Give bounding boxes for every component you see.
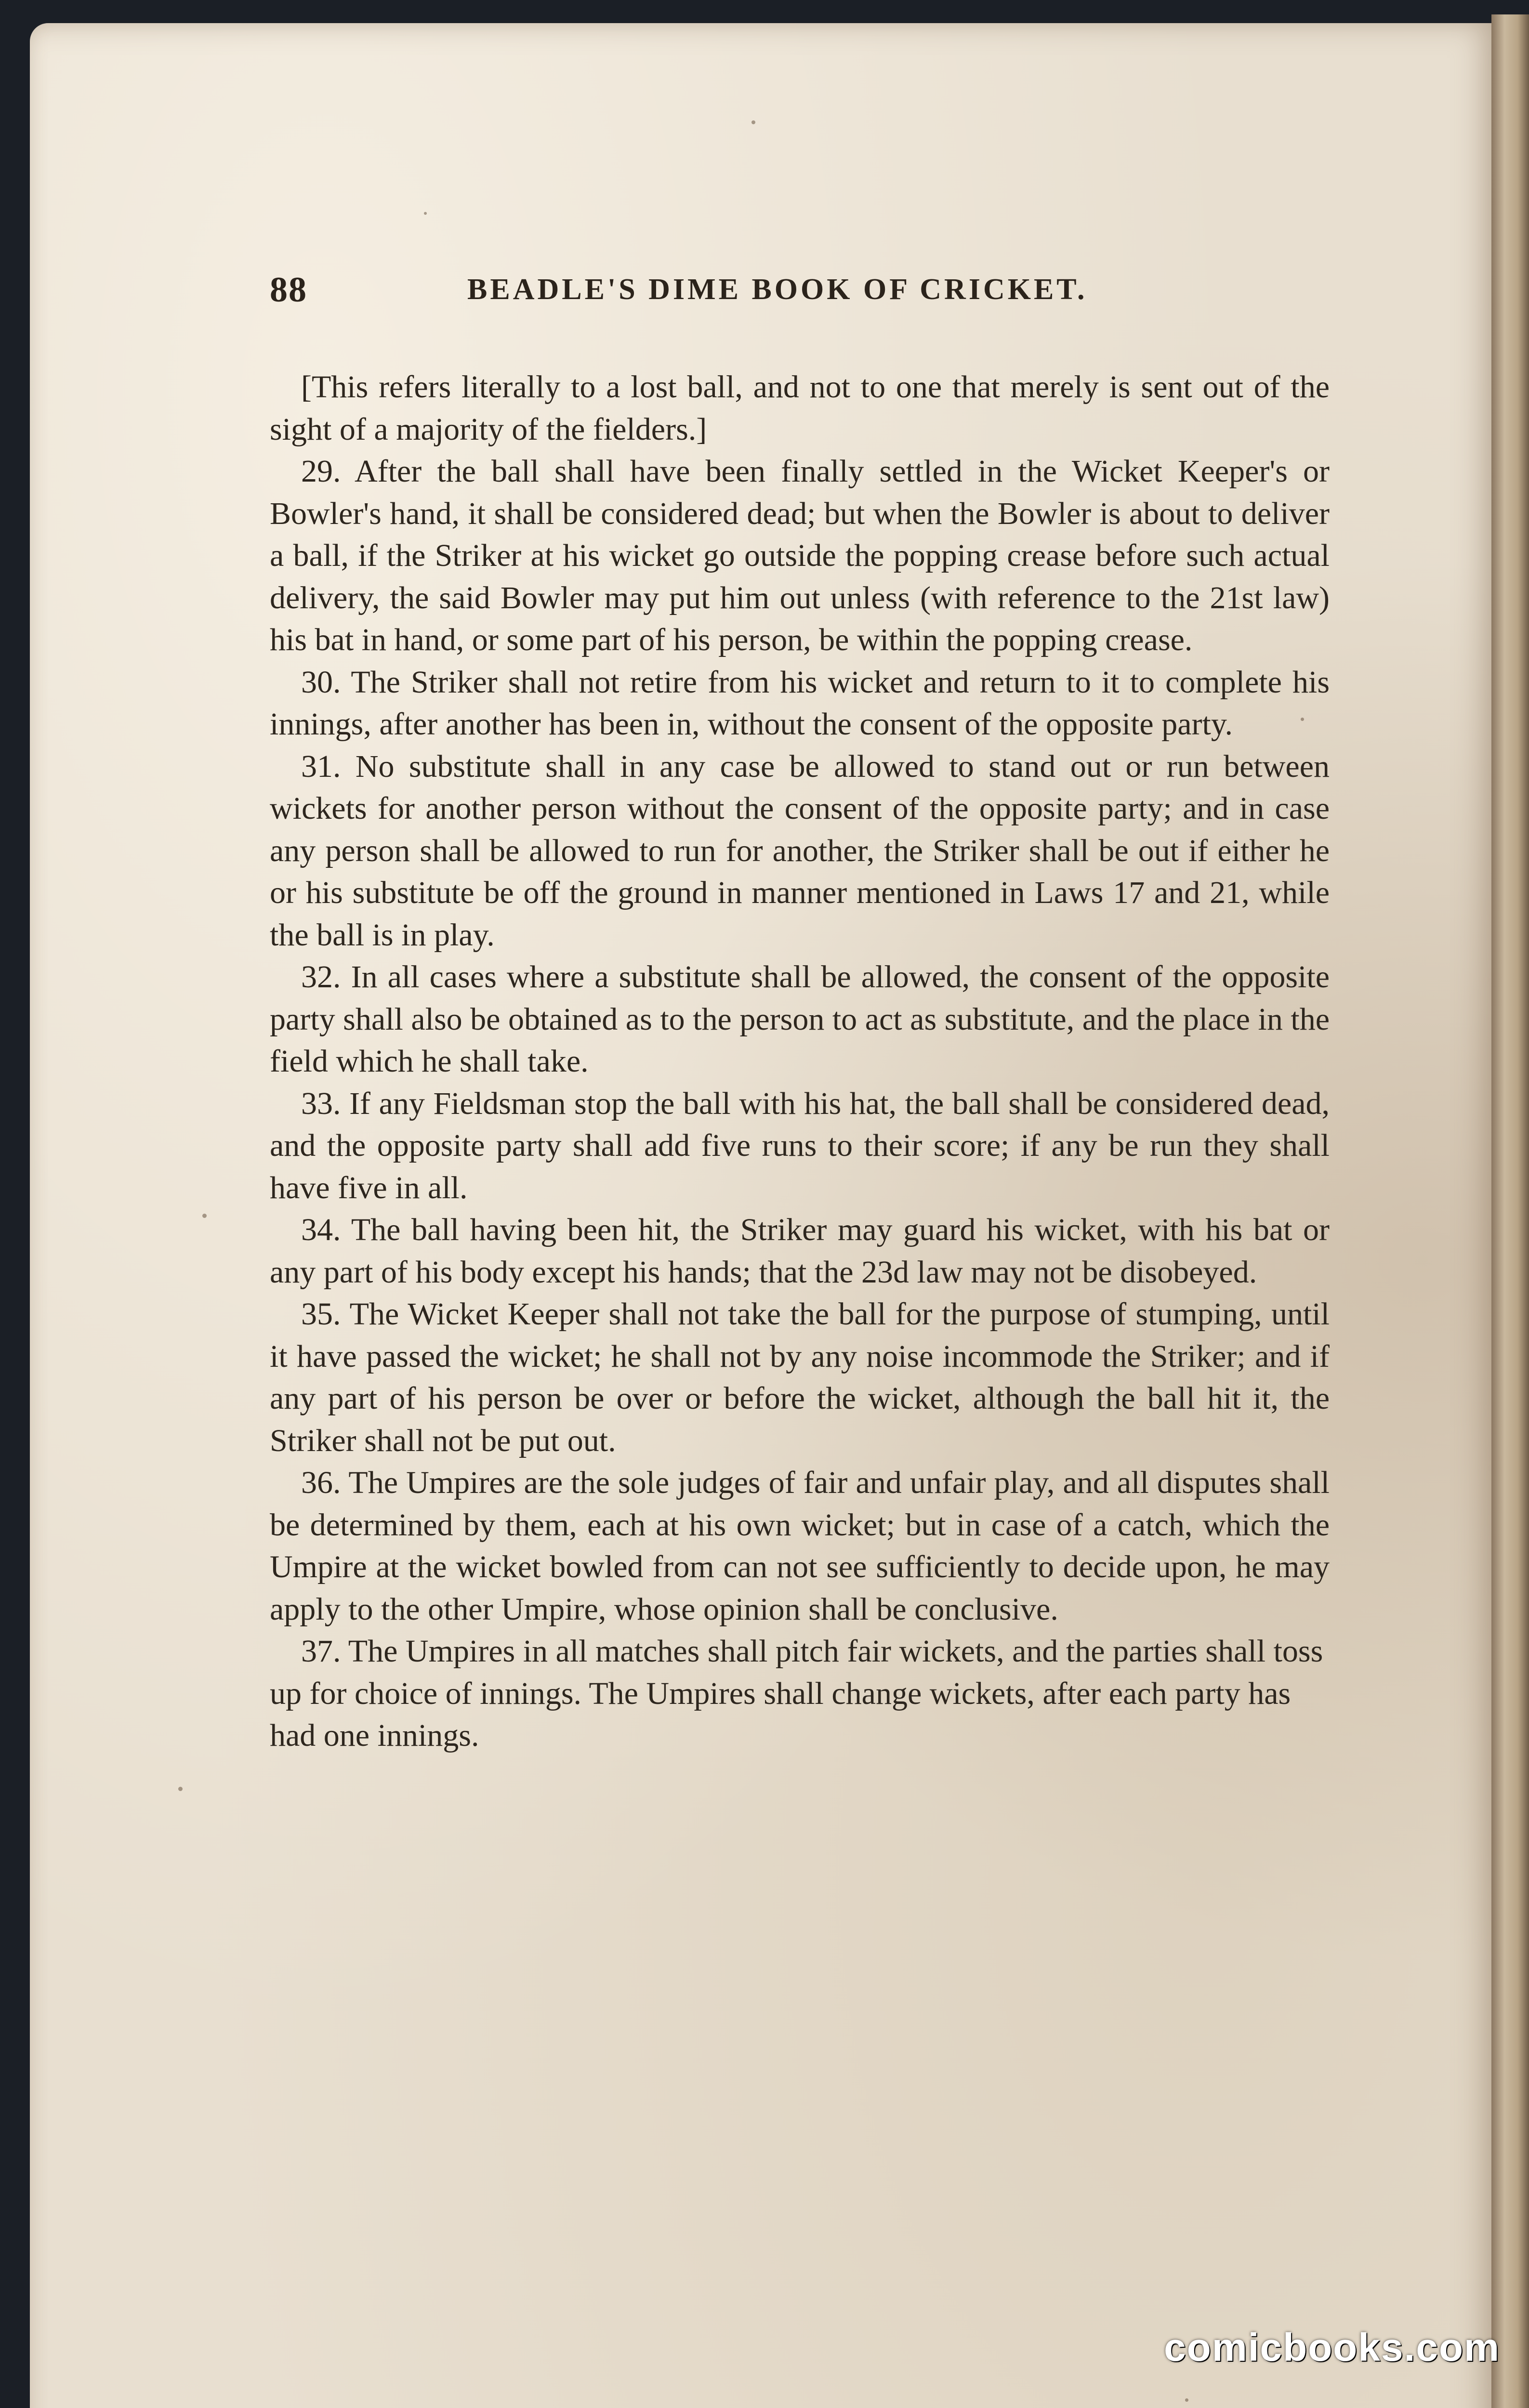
paper-speck: [178, 1787, 183, 1791]
paragraph-law-37: 37. The Umpires in all matches shall pitch fair wickets, and the parties shall toss up for choice of innings. The Umpires shall change wickets, after each party has had one innings.: [270, 1634, 1323, 1753]
paragraph-law-33: 33. If any Fieldsman stop the ball with his hat, the ball shall be considered dead, and the opposite party shall add five runs to their score; if any be run they shall have five in all.: [270, 1086, 1330, 1205]
paper-speck: [424, 212, 427, 215]
paragraph-law-36: 36. The Umpires are the sole judges of fair and unfair play, and all disputes shall be determined by them, each at his own wicket; but in case of a catch, which the Umpire at the wicket bowled from can not see sufficiently to decide upon, he may apply to the other Umpire, whose opinion shall be conclusive.: [270, 1465, 1330, 1627]
running-head: [270, 270, 1320, 327]
paragraph-law-31: 31. No substitute shall in any case be allowed to stand out or run between wickets for another person without the consent of the opposite party; and in case any person shall be allowed to run for another, the Striker shall be out if either he or his substitute be off the ground in manner mentioned in Laws 17 and 21, while the ball is in play.: [270, 748, 1330, 953]
paragraph-law-34: 34. The ball having been hit, the Striker may guard his wicket, with his bat or any part of his body except his hands; that the 23d law may not be disobeyed.: [270, 1212, 1330, 1290]
paragraph-law-32: 32. In all cases where a substitute shall be allowed, the consent of the opposite party shall also be obtained as to the person to act as substitute, and the place in the field which he shall take.: [270, 959, 1330, 1079]
running-title: BEADLE'S DIME BOOK OF CRICKET.: [467, 273, 1088, 306]
paper-speck: [202, 1214, 207, 1218]
adjacent-page-edge: [1491, 14, 1529, 2408]
paper-speck: [1185, 2398, 1188, 2402]
paper-speck: [751, 120, 755, 124]
paragraph-law-30: 30. The Striker shall not retire from his wicket and return to it to complete his innings, after another has been in, without the consent of the opposite party.: [270, 664, 1330, 742]
paragraph-law-35: 35. The Wicket Keeper shall not take the ball for the purpose of stumping, until it have passed the wicket; he shall not by any noise incommode the Striker; and if any part of his person be over or before the wicket, although the ball hit it, the Striker shall not be put out.: [270, 1296, 1330, 1458]
paragraph-lost-ball-note: [This refers literally to a lost ball, and not to one that merely is sent out of the sight of a majority of the fielders.]: [270, 369, 1330, 447]
page-body: [270, 366, 1330, 1757]
page-number: 88: [270, 270, 307, 310]
site-watermark: comicbooks.com: [1164, 2326, 1500, 2369]
paper-speck: [1301, 718, 1304, 721]
paragraph-law-29: 29. After the ball shall have been finally settled in the Wicket Keeper's or Bowler's hand, it shall be considered dead; but when the Bowler is about to deliver a ball, if the Striker at his wicket go outside the popping crease before such actual delivery, the said Bowler may put him out unless (with reference to the 21st law) his bat in hand, or some part of his person, be within the popping crease.: [270, 454, 1330, 657]
